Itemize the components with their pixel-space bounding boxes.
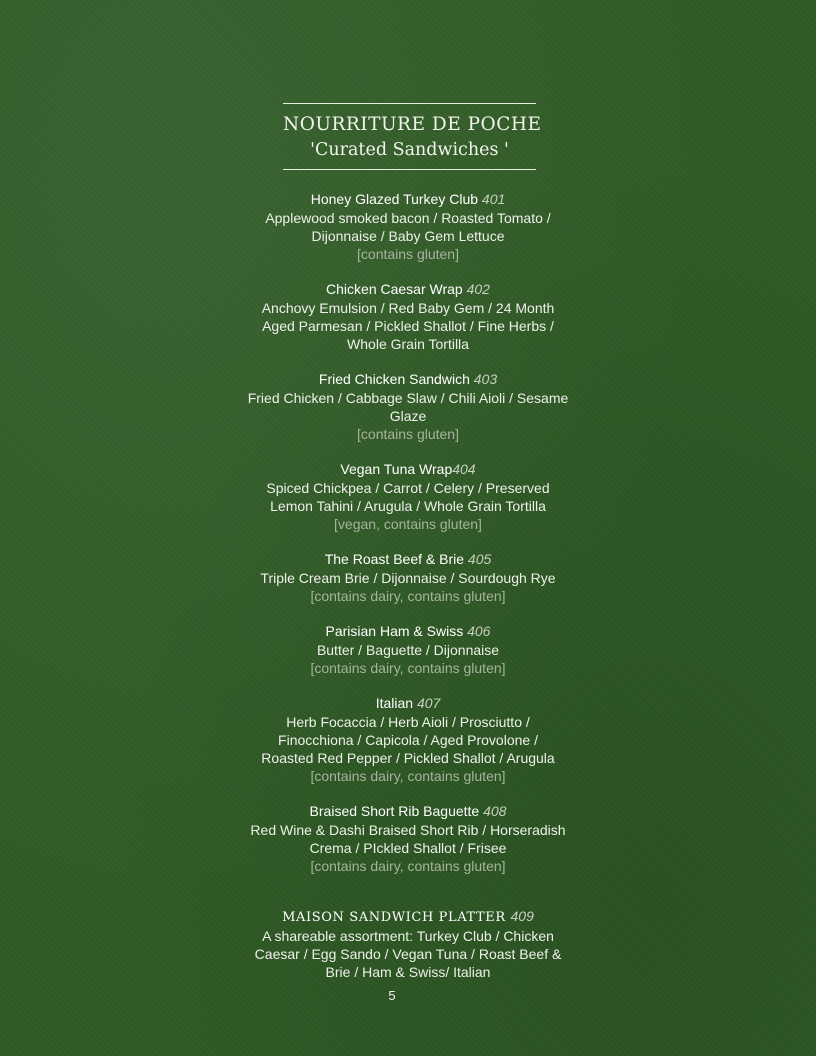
item-desc-line: Crema / PIckled Shallot / Frisee	[309, 840, 507, 856]
item-number: 405	[467, 551, 492, 567]
item-desc-line: Roasted Red Pepper / Pickled Shallot / Arugula	[261, 750, 555, 766]
item-desc-line: Dijonnaise / Baby Gem Lettuce	[311, 228, 505, 244]
item-desc-line: Aged Parmesan / Pickled Shallot / Fine Herbs /	[262, 318, 554, 334]
header-bottom-rule	[283, 169, 536, 170]
item-title	[228, 550, 588, 569]
menu-item	[228, 460, 588, 533]
menu-item	[228, 370, 588, 443]
item-title	[228, 802, 588, 821]
item-name: Italian	[375, 695, 414, 711]
item-desc-line: Herb Focaccia / Herb Aioli / Prosciutto /	[286, 714, 530, 730]
item-desc-line: Glaze	[389, 408, 427, 424]
item-desc-line: A shareable assortment: Turkey Club / Chicken	[262, 928, 554, 944]
item-number: 408	[483, 803, 507, 819]
item-note: [vegan, contains gluten]	[334, 516, 482, 532]
menu-item	[228, 802, 588, 875]
item-note: [contains dairy, contains gluten]	[310, 858, 506, 874]
item-desc-line: Triple Cream Brie / Dijonnaise / Sourdough Rye	[260, 570, 556, 586]
item-name: MAISON SANDWICH PLATTER	[282, 910, 506, 925]
item-name: Honey Glazed Turkey Club	[310, 191, 479, 207]
item-title	[228, 907, 588, 927]
item-title	[228, 622, 588, 641]
item-number: 407	[416, 695, 441, 711]
item-desc-line: Anchovy Emulsion / Red Baby Gem / 24 Month	[261, 300, 555, 316]
item-number: 402	[466, 281, 490, 297]
item-desc-line: Applewood smoked bacon / Roasted Tomato /	[265, 210, 551, 226]
item-title	[228, 694, 588, 713]
item-note: [contains dairy, contains gluten]	[310, 768, 506, 784]
page-number: 5	[388, 988, 396, 1003]
item-number: 401	[481, 191, 506, 207]
menu-item	[228, 694, 588, 785]
item-note: [contains dairy, contains gluten]	[310, 588, 506, 604]
page-subtitle: 'Curated Sandwiches '	[310, 140, 509, 160]
item-desc-line: Whole Grain Tortilla	[347, 336, 469, 352]
item-desc-line: Butter / Baguette / Dijonnaise	[316, 642, 500, 658]
item-desc-line: Lemon Tahini / Arugula / Whole Grain Tortilla	[270, 498, 546, 514]
item-title	[228, 190, 588, 209]
item-number: 404	[452, 461, 476, 477]
item-desc-line: Finocchiona / Capicola / Aged Provolone /	[278, 732, 538, 748]
item-desc-line: Red Wine & Dashi Braised Short Rib / Horseradish	[250, 822, 566, 838]
platter-item	[228, 907, 588, 981]
item-name: The Roast Beef & Brie	[324, 551, 465, 567]
section-header	[283, 103, 542, 170]
item-title	[228, 460, 588, 479]
item-note: [contains gluten]	[357, 246, 459, 262]
item-number: 406	[467, 623, 491, 639]
header-top-rule	[283, 103, 536, 104]
item-number: 409	[510, 908, 534, 924]
item-desc-line: Spiced Chickpea / Carrot / Celery / Preserved	[266, 480, 550, 496]
item-number: 403	[473, 371, 498, 387]
item-name: Vegan Tuna Wrap	[340, 461, 453, 477]
item-title	[228, 370, 588, 389]
item-name: Chicken Caesar Wrap	[326, 281, 463, 297]
item-desc-line: Fried Chicken / Cabbage Slaw / Chili Aioli / Sesame	[247, 390, 569, 406]
item-note: [contains gluten]	[357, 426, 459, 442]
item-title	[228, 280, 588, 299]
item-desc-line: Brie / Ham & Swiss/ Italian	[325, 964, 491, 980]
item-note: [contains dairy, contains gluten]	[310, 660, 506, 676]
menu-item	[228, 190, 588, 263]
menu-item	[228, 550, 588, 605]
item-name: Parisian Ham & Swiss	[325, 623, 464, 639]
menu-item	[228, 622, 588, 677]
item-desc-line: Caesar / Egg Sando / Vegan Tuna / Roast Beef &	[254, 946, 562, 962]
item-name: Fried Chicken Sandwich	[318, 371, 470, 387]
item-name: Braised Short Rib Baguette	[309, 803, 480, 819]
menu-list	[228, 190, 588, 998]
menu-item	[228, 280, 588, 353]
page-title: NOURRITURE DE POCHE	[283, 114, 542, 135]
